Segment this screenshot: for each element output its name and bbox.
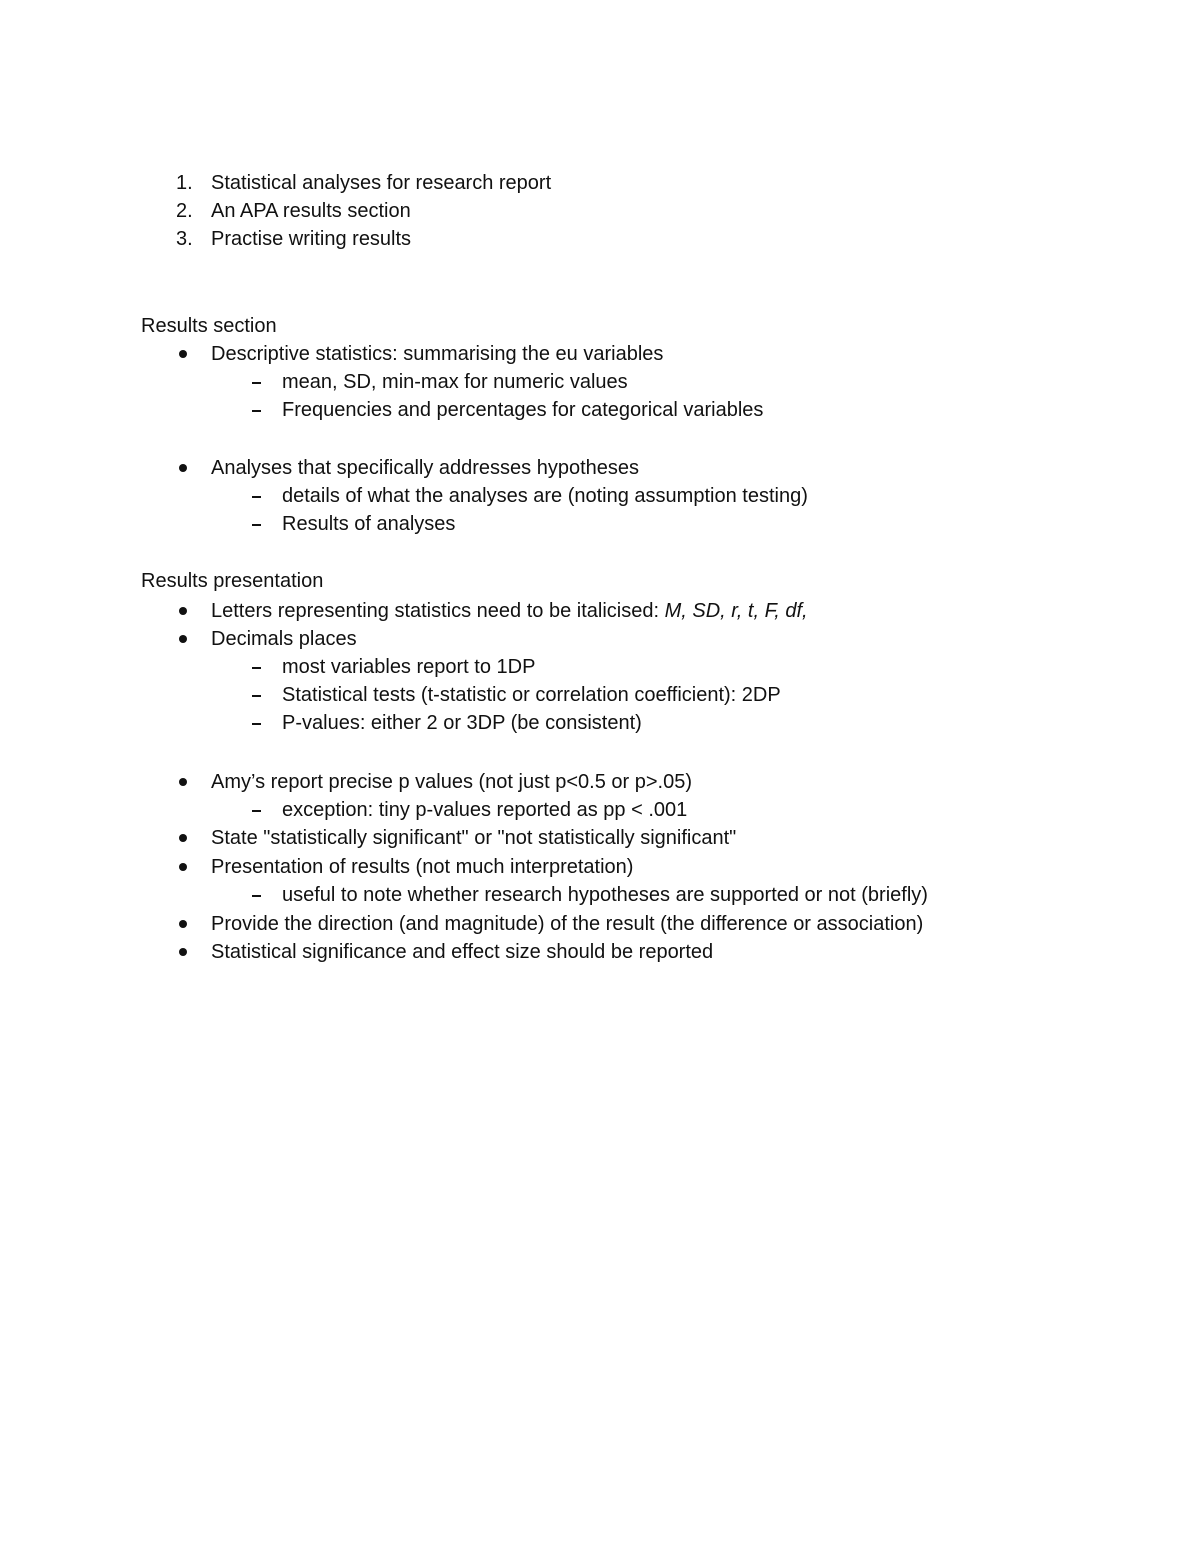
bullet-icon	[179, 948, 187, 956]
list-item: Practise writing results	[211, 228, 412, 250]
dash-icon	[252, 895, 261, 897]
list-item: Descriptive statistics: summarising the eu variables	[211, 343, 664, 365]
sub-list-item: Statistical tests (t-statistic or correlation coefficient): 2DP	[282, 684, 781, 706]
dash-icon	[252, 382, 261, 384]
list-item: An APA results section	[211, 200, 411, 222]
list-item: Statistical analyses for research report	[211, 172, 552, 194]
list-number: 2.	[176, 200, 193, 222]
bullet-icon	[179, 350, 187, 358]
list-item: Provide the direction (and magnitude) of the result (the difference or association)	[211, 913, 924, 935]
sub-list-item: mean, SD, min-max for numeric values	[282, 371, 628, 393]
list-item	[211, 597, 808, 625]
list-item: Decimals places	[211, 628, 357, 650]
list-number: 3.	[176, 228, 193, 250]
bullet-icon	[179, 607, 187, 615]
sub-list-item: details of what the analyses are (noting assumption testing)	[282, 485, 808, 507]
list-item: Analyses that specifically addresses hypotheses	[211, 457, 640, 479]
dash-icon	[252, 810, 261, 812]
list-item: State "statistically significant" or "not statistically significant"	[211, 827, 737, 849]
bullet-icon	[179, 834, 187, 842]
bullet-icon	[179, 778, 187, 786]
list-item-text: Letters representing statistics need to be italicised:	[211, 600, 665, 622]
dash-icon	[252, 695, 261, 697]
dash-icon	[252, 667, 261, 669]
dash-icon	[252, 723, 261, 725]
italic-statistics: M, SD, r, t, F, df,	[664, 600, 808, 622]
section-heading-presentation: Results presentation	[141, 570, 324, 592]
bullet-icon	[179, 920, 187, 928]
dash-icon	[252, 524, 261, 526]
sub-list-item: useful to note whether research hypotheses are supported or not (briefly)	[282, 884, 928, 906]
list-item: Statistical significance and effect size should be reported	[211, 941, 714, 963]
sub-list-item: Results of analyses	[282, 513, 456, 535]
bullet-icon	[179, 635, 187, 643]
sub-list-item: Frequencies and percentages for categorical variables	[282, 399, 764, 421]
section-heading-results: Results section	[141, 315, 277, 337]
list-item: Amy’s report precise p values (not just p<0.5 or p>.05)	[211, 771, 692, 793]
sub-list-item: P-values: either 2 or 3DP (be consistent)	[282, 712, 642, 734]
list-number: 1.	[176, 172, 193, 194]
list-item: Presentation of results (not much interpretation)	[211, 856, 634, 878]
dash-icon	[252, 410, 261, 412]
bullet-icon	[179, 863, 187, 871]
sub-list-item: most variables report to 1DP	[282, 656, 536, 678]
sub-list-item: exception: tiny p-values reported as pp < .001	[282, 799, 688, 821]
bullet-icon	[179, 464, 187, 472]
dash-icon	[252, 496, 261, 498]
